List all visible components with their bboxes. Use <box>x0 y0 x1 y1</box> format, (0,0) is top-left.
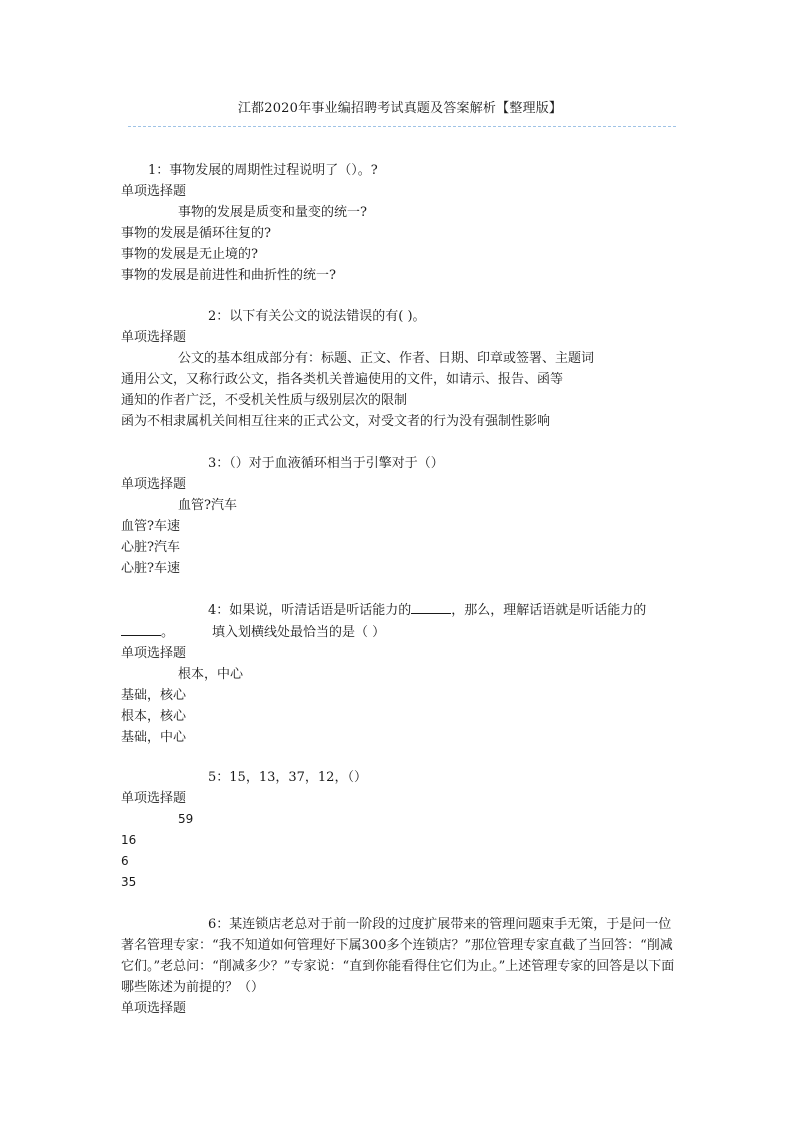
question-stem <box>121 599 681 621</box>
option-b: 16 <box>121 833 137 847</box>
question-stem-continued <box>121 621 681 643</box>
option-d: 基础，中心 <box>121 730 187 745</box>
question-1 <box>121 160 681 286</box>
question-3 <box>121 453 681 579</box>
question-type: 单项选择题 <box>121 1001 187 1016</box>
stem-part-1: 4：如果说，听清话语是听话能力的 <box>208 603 412 618</box>
option-a: 根本，中心 <box>178 667 244 682</box>
stem-part-4: 填入划横线处最恰当的是（ ） <box>212 625 386 640</box>
option-a: 血管?汽车 <box>178 498 237 513</box>
option-b: 通用公文，又称行政公文，指各类机关普遍使用的文件，如请示、报告、函等 <box>121 372 564 387</box>
stem-part-3: 。 <box>161 625 175 640</box>
option-c: 心脏?汽车 <box>121 540 180 555</box>
option-c: 通知的作者广泛，不受机关性质与级别层次的限制 <box>121 393 408 408</box>
question-stem: 6：某连锁店老总对于前一阶段的过度扩展带来的管理问题束手无策，于是问一位著名管理专家：“我不知道如何管理好下属300多个连锁店？”那位管理专家直截了当回答：“削减它们。”老总问：“削减多少？”专家说：“直到你能看得住它们为止。”上述管理专家的回答是以下面哪些陈述为前提的？（） <box>121 917 675 995</box>
option-a: 59 <box>178 812 194 826</box>
question-stem: 1：事物发展的周期性过程说明了（）。? <box>148 163 378 178</box>
option-d: 函为不相隶属机关间相互往来的正式公文，对受文者的行为没有强制性影响 <box>121 414 551 429</box>
document-title: 江都2020年事业编招聘考试真题及答案解析【整理版】 <box>237 101 563 116</box>
question-type: 单项选择题 <box>121 791 187 806</box>
option-b: 血管?车速 <box>121 519 180 534</box>
option-d: 心脏?车速 <box>121 561 180 576</box>
question-stem: 2：以下有关公文的说法错误的有( )。 <box>208 309 426 324</box>
option-b: 基础，核心 <box>121 688 187 703</box>
option-c: 6 <box>121 854 129 868</box>
question-stem: 3：（）对于血液循环相当于引擎对于（） <box>208 456 444 471</box>
question-2 <box>121 306 681 432</box>
question-type: 单项选择题 <box>121 477 187 492</box>
question-type: 单项选择题 <box>121 646 187 661</box>
fill-blank <box>121 621 161 636</box>
question-4 <box>121 599 681 748</box>
option-a: 事物的发展是质变和量变的统一? <box>178 205 367 220</box>
question-6 <box>121 914 681 1019</box>
question-type: 单项选择题 <box>121 330 187 345</box>
option-d: 35 <box>121 875 137 889</box>
option-c: 事物的发展是无止境的? <box>121 247 258 262</box>
fill-blank <box>411 599 451 614</box>
option-c: 根本，核心 <box>121 709 187 724</box>
question-5 <box>121 767 681 893</box>
title-divider <box>128 126 676 127</box>
option-a: 公文的基本组成部分有：标题、正文、作者、日期、印章或签署、主题词 <box>178 351 595 366</box>
question-stem: 5：15，13，37，12，（） <box>208 770 367 785</box>
stem-part-2: ，那么，理解话语就是听话能力的 <box>451 603 647 618</box>
option-b: 事物的发展是循环往复的? <box>121 226 271 241</box>
option-d: 事物的发展是前进性和曲折性的统一? <box>121 268 336 283</box>
question-type: 单项选择题 <box>121 184 187 199</box>
